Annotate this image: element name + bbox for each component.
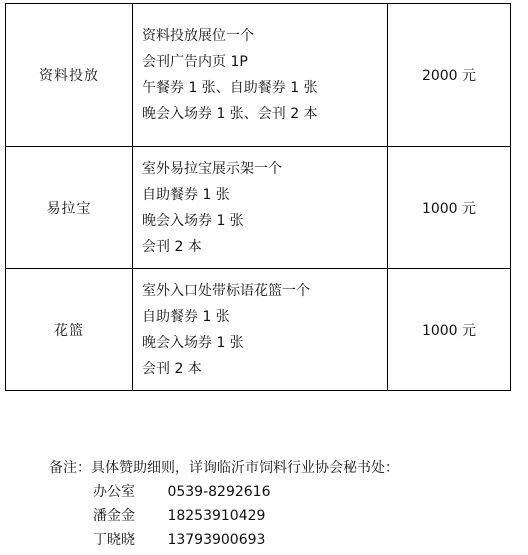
table-row bbox=[6, 269, 511, 391]
package-item: 晚会入场券 1 张 bbox=[142, 212, 244, 229]
contact-name: 潘金金 bbox=[93, 508, 135, 524]
package-item: 室外易拉宝展示架一个 bbox=[142, 160, 282, 177]
contact-phone: 18253910429 bbox=[167, 508, 266, 524]
package-name: 易拉宝 bbox=[6, 147, 133, 269]
package-item: 室外入口处带标语花篮一个 bbox=[142, 282, 310, 299]
notes-title: 备注：具体赞助细则，详询临沂市饲料行业协会秘书处： bbox=[49, 460, 399, 476]
package-items bbox=[133, 269, 388, 391]
contact-row bbox=[93, 480, 270, 504]
package-item: 晚会入场券 1 张、会刊 2 本 bbox=[142, 106, 318, 122]
package-item: 会刊广告内页 1P bbox=[142, 54, 248, 70]
package-price: 1000 元 bbox=[388, 147, 511, 269]
contact-phone: 13793900693 bbox=[167, 532, 266, 548]
table-row bbox=[6, 147, 511, 269]
package-item: 自助餐券 1 张 bbox=[142, 308, 230, 325]
contact-row bbox=[93, 528, 265, 552]
package-price: 1000 元 bbox=[388, 269, 511, 391]
package-item: 自助餐券 1 张 bbox=[142, 186, 230, 203]
notes-section bbox=[49, 456, 399, 480]
package-item: 会刊 2 本 bbox=[142, 360, 202, 377]
package-item: 午餐券 1 张、自助餐券 1 张 bbox=[142, 80, 318, 96]
package-item: 资料投放展位一个 bbox=[142, 28, 254, 44]
table-row bbox=[6, 4, 511, 147]
contact-name: 办公室 bbox=[93, 484, 135, 500]
contact-name: 丁晓晓 bbox=[93, 532, 135, 548]
package-item: 晚会入场券 1 张 bbox=[142, 334, 244, 351]
package-name: 资料投放 bbox=[6, 4, 133, 147]
sponsorship-table bbox=[5, 3, 511, 391]
package-price: 2000 元 bbox=[388, 4, 511, 147]
package-items bbox=[133, 4, 388, 147]
contact-row bbox=[93, 504, 265, 528]
contact-phone: 0539-8292616 bbox=[167, 484, 271, 500]
package-item: 会刊 2 本 bbox=[142, 238, 202, 255]
package-name: 花篮 bbox=[6, 269, 133, 391]
package-items bbox=[133, 147, 388, 269]
